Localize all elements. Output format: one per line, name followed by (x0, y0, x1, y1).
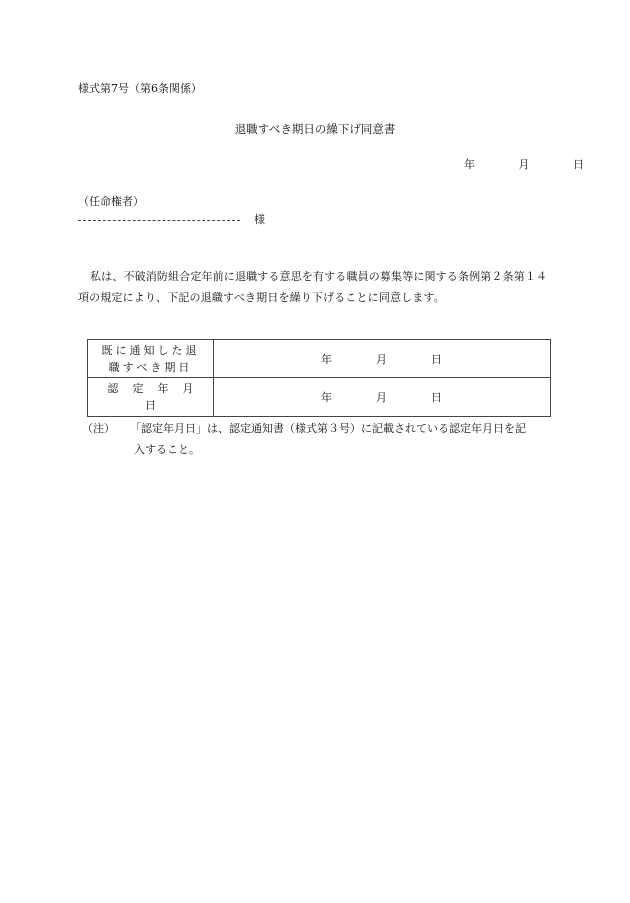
honorific: 様 (254, 213, 265, 226)
approval-date-label (88, 378, 214, 417)
table-row-approval-date (88, 378, 551, 417)
notified-date-value (214, 340, 551, 378)
consent-table (87, 339, 551, 417)
notified-date-label-line2: 職すべき期日 (108, 360, 193, 374)
date-header-month: 月 (518, 158, 530, 171)
note-line2: 入すること。 (134, 443, 200, 456)
consent-statement: 私は、不破消防組合定年前に退職する意思を有する職員の募集等に関する条例第２条第１４項の規定により、下記の退職すべき期日を繰り下げることに同意します。 (78, 270, 548, 304)
notified-date-month: 月 (376, 352, 387, 366)
appointer-label: （任命権者） (78, 195, 144, 208)
document-title: 退職すべき期日の繰下げ同意書 (234, 122, 396, 136)
approval-date-year: 年 (321, 391, 332, 404)
date-header (464, 156, 584, 172)
approval-date-month: 月 (376, 391, 387, 404)
notified-date-year: 年 (321, 352, 332, 366)
table-row-notified-date (88, 340, 551, 378)
date-header-day: 日 (573, 158, 584, 171)
notified-date-label (88, 340, 214, 378)
addressee-blank-line (78, 220, 240, 221)
form-number: 様式第7号（第6条関係） (78, 82, 202, 95)
approval-date-day: 日 (431, 391, 442, 404)
approval-date-value (214, 378, 551, 417)
note-mark: （注） (82, 422, 115, 435)
notified-date-label-line1: 既に通知した退 (101, 343, 200, 357)
notified-date-day: 日 (431, 352, 442, 366)
date-header-year: 年 (464, 158, 475, 171)
note-line1: 「認定年月日」は、認定通知書（様式第３号）に記載されている認定年月日を記 (130, 422, 526, 435)
approval-date-label-text: 認定年月日 (107, 382, 208, 412)
note-body (130, 418, 552, 460)
